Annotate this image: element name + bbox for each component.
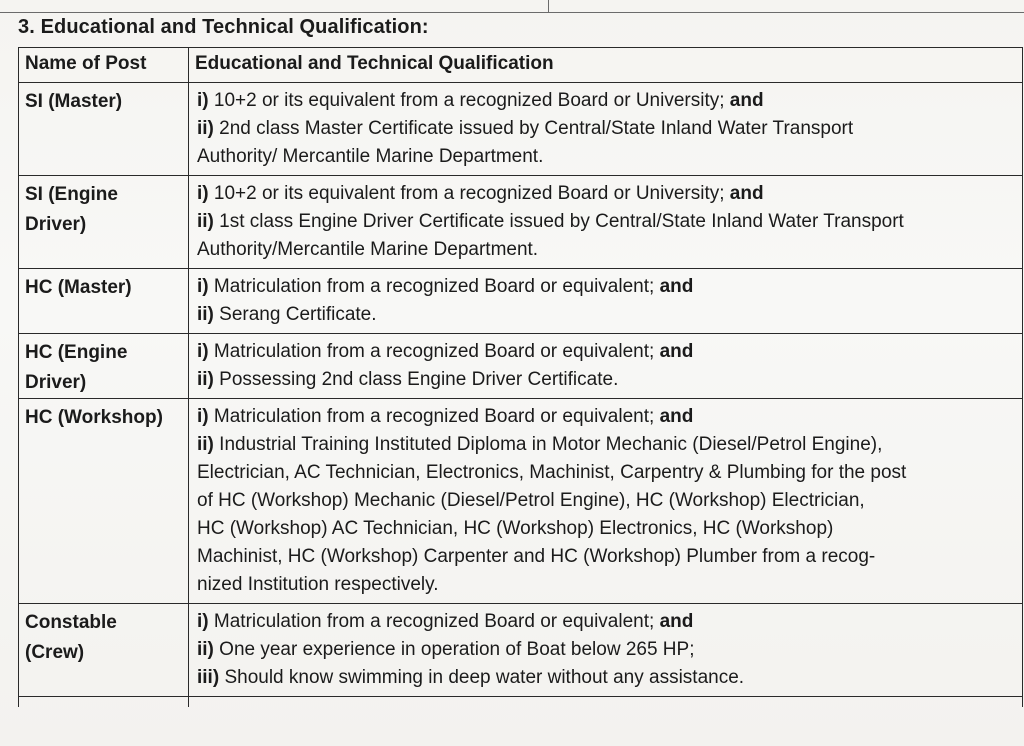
item-text: Industrial Training Instituted Diploma in Motor Mechanic (Diesel/Petrol Engine), bbox=[219, 434, 883, 455]
qualification-cell bbox=[189, 399, 1023, 604]
post-name-line: Driver) bbox=[25, 214, 87, 235]
table-row bbox=[19, 269, 1023, 334]
qualification-cell bbox=[189, 176, 1023, 269]
qualification-item bbox=[197, 208, 1018, 236]
item-number: i) bbox=[197, 276, 209, 297]
item-conjunction: and bbox=[659, 341, 694, 362]
post-name-line: SI (Engine bbox=[25, 184, 118, 205]
post-name-line: Driver) bbox=[25, 372, 87, 393]
item-number: ii) bbox=[197, 639, 214, 660]
table-row bbox=[19, 399, 1023, 604]
item-number: i) bbox=[197, 90, 209, 111]
cutoff-cell bbox=[189, 697, 1023, 708]
item-conjunction: and bbox=[729, 90, 764, 111]
item-number: i) bbox=[197, 611, 209, 632]
item-number: ii) bbox=[197, 118, 214, 139]
table-row bbox=[19, 604, 1023, 697]
item-conjunction: and bbox=[659, 611, 694, 632]
item-continuation: nized Institution respectively. bbox=[197, 574, 439, 595]
item-text: Possessing 2nd class Engine Driver Certificate. bbox=[219, 369, 619, 390]
post-name-line: SI (Master) bbox=[25, 91, 123, 112]
table-row bbox=[19, 176, 1023, 269]
item-text: Matriculation from a recognized Board or equivalent; bbox=[213, 406, 655, 427]
qualification-item bbox=[197, 366, 1018, 394]
qualification-cell bbox=[189, 334, 1023, 399]
item-number: i) bbox=[197, 341, 209, 362]
table-row bbox=[19, 83, 1023, 176]
qualification-cell bbox=[189, 604, 1023, 697]
item-number: i) bbox=[197, 406, 209, 427]
item-continuation: of HC (Workshop) Mechanic (Diesel/Petrol Engine), HC (Workshop) Electrician, bbox=[197, 490, 865, 511]
qualification-item bbox=[197, 431, 1018, 459]
qualification-item bbox=[197, 636, 1018, 664]
item-continuation: HC (Workshop) AC Technician, HC (Workshop) Electronics, HC (Workshop) bbox=[197, 518, 834, 539]
post-name-line: HC (Workshop) bbox=[25, 407, 163, 428]
item-conjunction: and bbox=[729, 183, 764, 204]
section-heading bbox=[18, 16, 429, 39]
table-row-cutoff bbox=[19, 697, 1023, 708]
qualification-item bbox=[197, 115, 1018, 143]
item-text: 2nd class Master Certificate issued by Central/State Inland Water Transport bbox=[219, 118, 854, 139]
cutoff-cell bbox=[19, 697, 189, 708]
qualification-item bbox=[197, 608, 1018, 636]
qualification-item bbox=[197, 301, 1018, 329]
item-number: ii) bbox=[197, 304, 214, 325]
header-post: Name of Post bbox=[19, 48, 189, 83]
header-qualification: Educational and Technical Qualification bbox=[189, 48, 1023, 83]
item-number: iii) bbox=[197, 667, 220, 688]
item-number: i) bbox=[197, 183, 209, 204]
qualification-item bbox=[197, 87, 1018, 115]
post-name-cell bbox=[19, 176, 189, 269]
post-name-cell bbox=[19, 334, 189, 399]
qualification-table bbox=[18, 47, 1023, 707]
table-header-row bbox=[19, 48, 1023, 83]
item-continuation: Authority/Mercantile Marine Department. bbox=[197, 239, 539, 260]
qualification-item bbox=[197, 664, 1018, 692]
post-name-cell bbox=[19, 604, 189, 697]
item-number: ii) bbox=[197, 434, 214, 455]
item-text: Matriculation from a recognized Board or equivalent; bbox=[213, 341, 655, 362]
item-text: 1st class Engine Driver Certificate issued by Central/State Inland Water Transport bbox=[219, 211, 904, 232]
qualification-item bbox=[197, 338, 1018, 366]
qualification-cell bbox=[189, 269, 1023, 334]
post-name-cell bbox=[19, 399, 189, 604]
post-name-line: HC (Engine bbox=[25, 342, 128, 363]
post-name-cell bbox=[19, 269, 189, 334]
item-text: Serang Certificate. bbox=[219, 304, 377, 325]
qualification-item bbox=[197, 403, 1018, 431]
post-name-line: HC (Master) bbox=[25, 277, 132, 298]
section-title: Educational and Technical Qualification: bbox=[40, 16, 429, 38]
qualification-item bbox=[197, 180, 1018, 208]
section-number: 3. bbox=[18, 16, 35, 38]
table-body bbox=[19, 83, 1023, 708]
item-text: Matriculation from a recognized Board or equivalent; bbox=[213, 276, 655, 297]
column-divider bbox=[548, 0, 549, 12]
item-continuation: Authority/ Mercantile Marine Department. bbox=[197, 146, 544, 167]
item-text: 10+2 or its equivalent from a recognized Board or University; bbox=[213, 183, 725, 204]
item-number: ii) bbox=[197, 369, 214, 390]
post-name-cell bbox=[19, 83, 189, 176]
item-text: Matriculation from a recognized Board or equivalent; bbox=[213, 611, 655, 632]
previous-section-border bbox=[0, 0, 1024, 13]
item-text: One year experience in operation of Boat below 265 HP; bbox=[219, 639, 695, 660]
item-text: Should know swimming in deep water without any assistance. bbox=[224, 667, 745, 688]
item-number: ii) bbox=[197, 211, 214, 232]
table-row bbox=[19, 334, 1023, 399]
item-conjunction: and bbox=[659, 276, 694, 297]
qualification-item bbox=[197, 273, 1018, 301]
qualification-cell bbox=[189, 83, 1023, 176]
item-continuation: Machinist, HC (Workshop) Carpenter and HC (Workshop) Plumber from a recog- bbox=[197, 546, 876, 567]
post-name-line: Constable bbox=[25, 612, 117, 633]
post-name-line: (Crew) bbox=[25, 642, 85, 663]
item-continuation: Electrician, AC Technician, Electronics, Machinist, Carpentry & Plumbing for the post bbox=[197, 462, 907, 483]
item-conjunction: and bbox=[659, 406, 694, 427]
item-text: 10+2 or its equivalent from a recognized Board or University; bbox=[213, 90, 725, 111]
